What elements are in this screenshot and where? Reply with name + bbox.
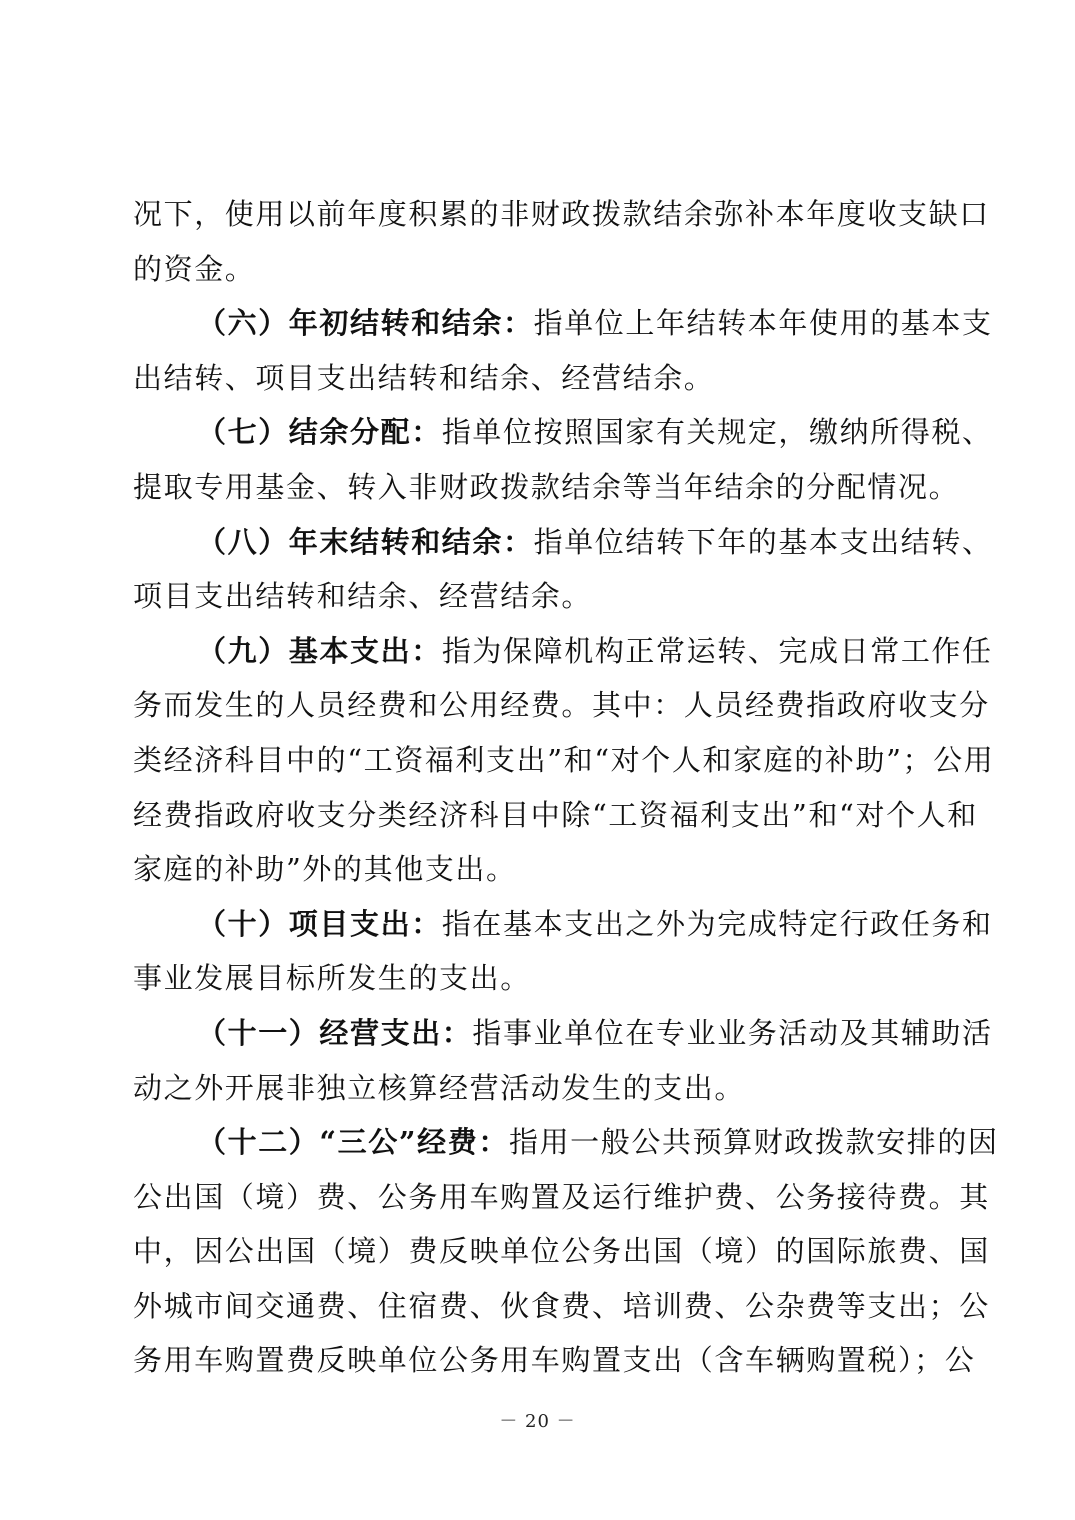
- text-line: [133, 1006, 993, 1061]
- line-text: 经费指政府收支分类经济科目中除“工资福利支出”和“对个人和: [133, 797, 978, 832]
- line-text: 指事业单位在专业业务活动及其辅助活: [472, 1015, 993, 1050]
- text-line: [133, 460, 960, 515]
- text-line: [133, 1170, 990, 1225]
- line-text: 出结转、项目支出结转和结余、经营结余。: [133, 360, 715, 395]
- term-heading: （十）项目支出：: [197, 906, 442, 941]
- line-text: 中，因公出国（境）费反映单位公务出国（境）的国际旅费、国: [133, 1234, 990, 1269]
- line-text: 指单位按照国家有关规定，缴纳所得税、: [441, 415, 993, 450]
- text-line: [133, 187, 990, 242]
- term-heading: （九）基本支出：: [197, 633, 442, 668]
- text-line: [133, 1279, 990, 1334]
- line-text: 公出国（境）费、公务用车购置及运行维护费、公务接待费。其: [133, 1179, 990, 1214]
- term-heading: （六）年初结转和结余：: [197, 306, 534, 341]
- text-line: [133, 733, 995, 788]
- text-line: [133, 678, 990, 733]
- line-text: 动之外开展非独立核算经营活动发生的支出。: [133, 1070, 746, 1105]
- text-line: [133, 788, 978, 843]
- text-line: [133, 951, 945, 1006]
- text-line: [133, 569, 945, 624]
- term-heading: （八）年末结转和结余：: [197, 524, 534, 559]
- line-text: 的资金。: [133, 251, 256, 286]
- body-text: [133, 187, 999, 1388]
- text-line: [133, 351, 945, 406]
- line-text: 事业发展目标所发生的支出。: [133, 961, 531, 996]
- line-text: 类经济科目中的“工资福利支出”和“对个人和家庭的补助”；公用: [133, 742, 995, 777]
- text-line: [133, 897, 993, 952]
- line-text: 务用车购置费反映单位公务用车购置支出（含车辆购置税）；公: [133, 1343, 976, 1378]
- line-text: 提取专用基金、转入非财政拨款结余等当年结余的分配情况。: [133, 469, 960, 504]
- term-heading: （十二）“三公”经费：: [197, 1125, 509, 1160]
- text-line: [133, 1333, 976, 1388]
- text-line: [133, 296, 993, 351]
- text-line: [133, 624, 993, 679]
- line-text: 项目支出结转和结余、经营结余。: [133, 579, 593, 614]
- line-text: 外城市间交通费、住宿费、伙食费、培训费、公杂费等支出；公: [133, 1288, 990, 1323]
- text-line: [133, 1061, 945, 1116]
- page-number: － 20 －: [499, 1411, 576, 1432]
- term-heading: （十一）经营支出：: [197, 1015, 473, 1050]
- line-text: 家庭的补助”外的其他支出。: [133, 852, 517, 887]
- line-text: 指用一般公共预算财政拨款安排的因: [508, 1125, 999, 1160]
- text-line: [133, 242, 945, 297]
- line-text: 况下，使用以前年度积累的非财政拨款结余弥补本年度收支缺口: [133, 197, 990, 231]
- text-line: [133, 1224, 990, 1279]
- text-line: [133, 515, 993, 570]
- term-heading: （七）结余分配：: [197, 415, 442, 450]
- line-text: 指为保障机构正常运转、完成日常工作任: [441, 633, 993, 668]
- line-text: 务而发生的人员经费和公用经费。其中：人员经费指政府收支分: [133, 688, 990, 723]
- line-text: 指单位结转下年的基本支出结转、: [533, 524, 993, 559]
- text-line: [133, 842, 945, 897]
- line-text: 指单位上年结转本年使用的基本支: [533, 306, 993, 341]
- text-line: [133, 405, 993, 460]
- text-line: [133, 1115, 999, 1170]
- line-text: 指在基本支出之外为完成特定行政任务和: [441, 906, 993, 941]
